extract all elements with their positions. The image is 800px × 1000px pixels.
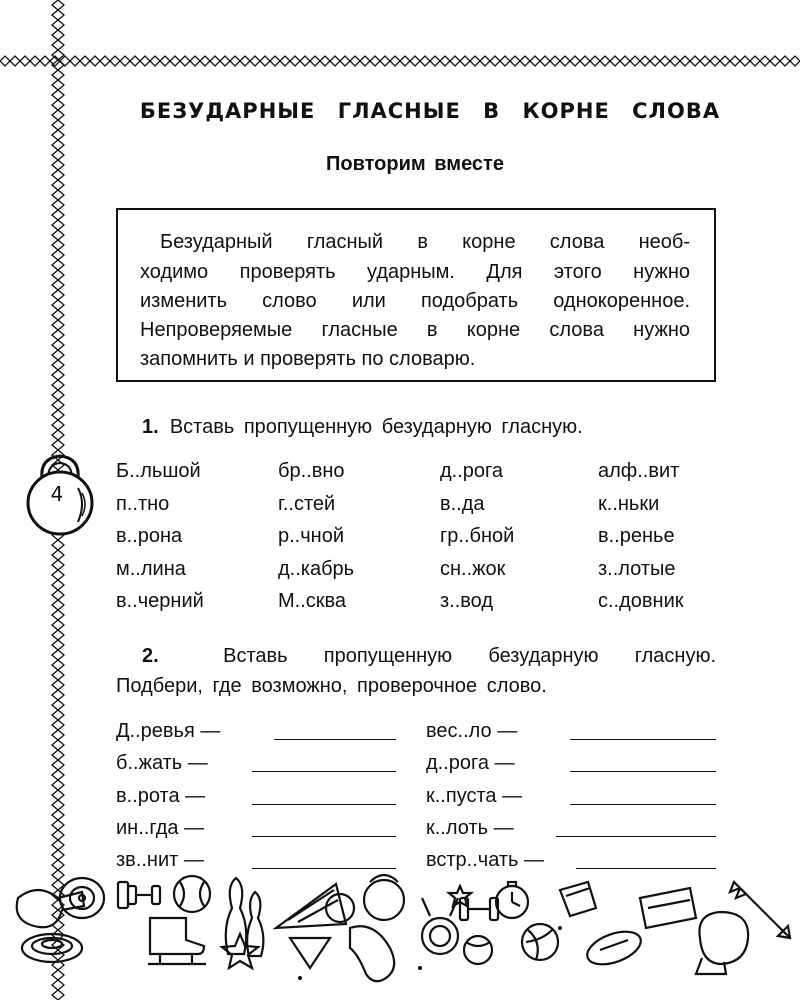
answer-blank[interactable]	[556, 836, 716, 837]
exercise-1-word: в..ренье	[598, 525, 675, 547]
exercise-1-word: м..лина	[116, 558, 186, 580]
section-subtitle: Повторим вместе	[326, 153, 504, 175]
exercise-2-word-right: к..пуста —	[426, 785, 523, 807]
rope-link	[52, 390, 64, 400]
rope-link	[270, 56, 280, 66]
rope-link	[52, 400, 64, 410]
rope-link	[52, 730, 64, 740]
rope-link	[470, 56, 480, 66]
rope-link	[52, 240, 64, 250]
rope-link	[52, 280, 64, 290]
page-number: 4	[50, 482, 64, 506]
rope-link	[52, 180, 64, 190]
rope-link	[52, 100, 64, 110]
rope-link	[300, 56, 310, 66]
rope-link	[52, 840, 64, 850]
exercise-1-word: гр..бной	[440, 525, 515, 547]
rope-link	[480, 56, 490, 66]
rope-link	[52, 330, 64, 340]
rope-link	[520, 56, 530, 66]
rope-link	[440, 56, 450, 66]
rope-link	[52, 750, 64, 760]
rope-link	[780, 56, 790, 66]
exercise-1-word: д..кабрь	[278, 558, 355, 580]
rope-link	[52, 130, 64, 140]
rope-link	[52, 760, 64, 770]
rope-link	[52, 810, 64, 820]
rope-link	[600, 56, 610, 66]
rope-link	[220, 56, 230, 66]
exercise-2-word-right: к..лоть —	[426, 817, 514, 839]
rope-link	[630, 56, 640, 66]
rope-link	[52, 220, 64, 230]
rope-link	[52, 710, 64, 720]
rope-link	[52, 200, 64, 210]
exercise-1-word: в..да	[440, 493, 485, 515]
rope-link	[360, 56, 370, 66]
rope-link	[52, 310, 64, 320]
rope-link	[730, 56, 740, 66]
rope-link	[80, 56, 90, 66]
rope-link	[140, 56, 150, 66]
rope-link	[40, 56, 50, 66]
rope-link	[100, 56, 110, 66]
rope-link	[540, 56, 550, 66]
rope-link	[52, 210, 64, 220]
rope-link	[52, 150, 64, 160]
answer-blank[interactable]	[274, 739, 396, 740]
exercise-2-word-left: б..жать —	[116, 752, 208, 774]
exercise-1-number: 1.	[142, 416, 159, 438]
rope-link	[52, 680, 64, 690]
rope-link	[660, 56, 670, 66]
rope-link	[52, 550, 64, 560]
rope-link	[750, 56, 760, 66]
answer-blank[interactable]	[570, 739, 716, 740]
rope-link	[52, 720, 64, 730]
rope-link	[260, 56, 270, 66]
rope-link	[52, 690, 64, 700]
rope-link	[52, 670, 64, 680]
exercise-1-text: Вставь пропущенную безударную гласную.	[169, 416, 583, 438]
rule-line: Непроверяемые гласные в корне слова нужно	[140, 319, 690, 341]
rope-link	[210, 56, 220, 66]
rope-link	[190, 56, 200, 66]
rope-link	[52, 800, 64, 810]
rule-line: запомнить и проверять по словарю.	[140, 348, 476, 370]
rope-link	[330, 56, 340, 66]
rope-link	[60, 56, 70, 66]
exercise-2-word-right: вес..ло —	[426, 720, 518, 742]
rope-link	[120, 56, 130, 66]
rope-link	[350, 56, 360, 66]
rope-link	[770, 56, 780, 66]
rope-link	[52, 620, 64, 630]
rope-link	[52, 630, 64, 640]
rope-link	[160, 56, 170, 66]
rope-link	[670, 56, 680, 66]
rope-link	[52, 170, 64, 180]
rope-link	[52, 340, 64, 350]
answer-blank[interactable]	[570, 771, 716, 772]
rope-link	[500, 56, 510, 66]
rope-link	[510, 56, 520, 66]
exercise-2-word-left: в..рота —	[116, 785, 206, 807]
rope-link	[710, 56, 720, 66]
exercise-1-word: п..тно	[116, 493, 170, 515]
rope-border-horizontal	[0, 53, 800, 69]
answer-blank[interactable]	[570, 804, 716, 805]
rope-link	[52, 140, 64, 150]
answer-blank[interactable]	[252, 771, 396, 772]
rope-link	[52, 610, 64, 620]
rope-link	[640, 56, 650, 66]
rope-link	[690, 56, 700, 66]
exercise-1-word: р..чной	[278, 525, 344, 547]
rope-link	[280, 56, 290, 66]
rope-link	[110, 56, 120, 66]
rope-link	[52, 270, 64, 280]
rope-link	[20, 56, 30, 66]
exercise-2-word-left: Д..ревья —	[116, 720, 221, 742]
rope-link	[700, 56, 710, 66]
exercise-2-number: 2.	[142, 645, 159, 667]
rope-link	[390, 56, 400, 66]
rope-link	[490, 56, 500, 66]
rope-link	[550, 56, 560, 66]
rope-link	[790, 56, 800, 66]
rope-link	[52, 260, 64, 270]
exercise-1-word: М..сква	[278, 590, 347, 612]
exercise-1-word: г..стей	[278, 493, 336, 515]
rope-link	[52, 740, 64, 750]
rope-link	[52, 660, 64, 670]
rope-link	[0, 56, 10, 66]
rule-line: изменить слово или подобрать однокоренное.	[140, 290, 690, 312]
exercise-1-word: з..вод	[440, 590, 494, 612]
rope-link	[52, 790, 64, 800]
rope-link	[52, 10, 64, 20]
rope-link	[460, 56, 470, 66]
rope-link	[52, 780, 64, 790]
rope-link	[430, 56, 440, 66]
exercise-1-word: Б..льшой	[116, 460, 201, 482]
exercise-1-word: бр..вно	[278, 460, 345, 482]
rope-link	[52, 90, 64, 100]
rope-link	[610, 56, 620, 66]
rope-link	[650, 56, 660, 66]
rope-link	[52, 80, 64, 90]
rope-link	[52, 850, 64, 860]
rope-link	[52, 560, 64, 570]
rope-link	[52, 590, 64, 600]
rope-link	[310, 56, 320, 66]
sports-doodles-decoration	[0, 868, 800, 1000]
rope-link	[290, 56, 300, 66]
rope-link	[52, 600, 64, 610]
exercise-1-word: сн..жок	[440, 558, 506, 580]
rope-link	[52, 110, 64, 120]
rope-link	[52, 160, 64, 170]
rope-link	[52, 230, 64, 240]
rope-link	[570, 56, 580, 66]
rope-link	[52, 30, 64, 40]
rope-link	[150, 56, 160, 66]
exercise-1-word: с..довник	[598, 590, 684, 612]
exercise-1-instruction	[142, 412, 716, 442]
exercise-2-instruction-line-2	[116, 671, 716, 701]
rope-link	[52, 380, 64, 390]
rope-link	[52, 580, 64, 590]
exercise-2-word-left: ин..гда —	[116, 817, 205, 839]
rope-link	[52, 700, 64, 710]
rope-link	[52, 430, 64, 440]
rope-link	[740, 56, 750, 66]
rope-link	[170, 56, 180, 66]
rope-link	[70, 56, 80, 66]
rope-link	[52, 820, 64, 830]
exercise-2-text-2: Подбери, где возможно, проверочное слово.	[116, 675, 547, 697]
rope-link	[400, 56, 410, 66]
rope-link	[10, 56, 20, 66]
rope-link	[130, 56, 140, 66]
rope-link	[680, 56, 690, 66]
rope-link	[760, 56, 770, 66]
exercise-1-word: в..рона	[116, 525, 183, 547]
answer-blank[interactable]	[252, 836, 396, 837]
rope-link	[52, 640, 64, 650]
page-title: БЕЗУДАРНЫЕ ГЛАСНЫЕ В КОРНЕ СЛОВА	[139, 99, 721, 123]
rope-link	[52, 300, 64, 310]
rope-link	[420, 56, 430, 66]
exercise-1-word: к..ньки	[598, 493, 660, 515]
exercise-2-instruction	[142, 641, 716, 671]
rope-link	[560, 56, 570, 66]
rope-link	[620, 56, 630, 66]
rope-link	[52, 350, 64, 360]
rope-link	[380, 56, 390, 66]
rope-link	[530, 56, 540, 66]
answer-blank[interactable]	[252, 804, 396, 805]
rope-link	[30, 56, 40, 66]
rope-link	[52, 360, 64, 370]
rope-link	[52, 770, 64, 780]
rope-link	[52, 290, 64, 300]
rope-link	[320, 56, 330, 66]
rope-link	[52, 70, 64, 80]
rope-link	[720, 56, 730, 66]
rope-link	[52, 420, 64, 430]
rule-line: Безударный гласный в корне слова необ-	[160, 231, 690, 253]
rope-link	[410, 56, 420, 66]
rope-link	[52, 570, 64, 580]
rope-link	[590, 56, 600, 66]
exercise-1-word: в..черний	[116, 590, 204, 612]
rope-link	[90, 56, 100, 66]
rope-link	[52, 40, 64, 50]
rope-link	[370, 56, 380, 66]
rope-link	[52, 120, 64, 130]
exercise-2-word-right: встр..чать —	[426, 849, 545, 871]
exercise-1-word: алф..вит	[598, 460, 680, 482]
rope-link	[250, 56, 260, 66]
rope-link	[200, 56, 210, 66]
exercise-2-word-right: д..рога —	[426, 752, 515, 774]
rope-link	[52, 20, 64, 30]
rope-link	[580, 56, 590, 66]
exercise-1-word: з..лотые	[598, 558, 676, 580]
rope-link	[52, 0, 64, 10]
rope-link	[450, 56, 460, 66]
rope-link	[230, 56, 240, 66]
rope-link	[340, 56, 350, 66]
rope-link	[52, 830, 64, 840]
rope-link	[180, 56, 190, 66]
rope-link	[50, 56, 60, 66]
rule-line: ходимо проверять ударным. Для этого нужно	[140, 261, 690, 283]
rope-link	[52, 370, 64, 380]
rope-link	[52, 190, 64, 200]
exercise-1-word: д..рога	[440, 460, 504, 482]
rope-link	[52, 410, 64, 420]
rope-link	[52, 320, 64, 330]
exercise-2-text: Вставь пропущенную безударную гласную.	[223, 645, 716, 667]
exercise-2-word-left: зв..нит —	[116, 849, 204, 871]
rope-link	[52, 650, 64, 660]
rope-link	[52, 250, 64, 260]
rope-link	[240, 56, 250, 66]
